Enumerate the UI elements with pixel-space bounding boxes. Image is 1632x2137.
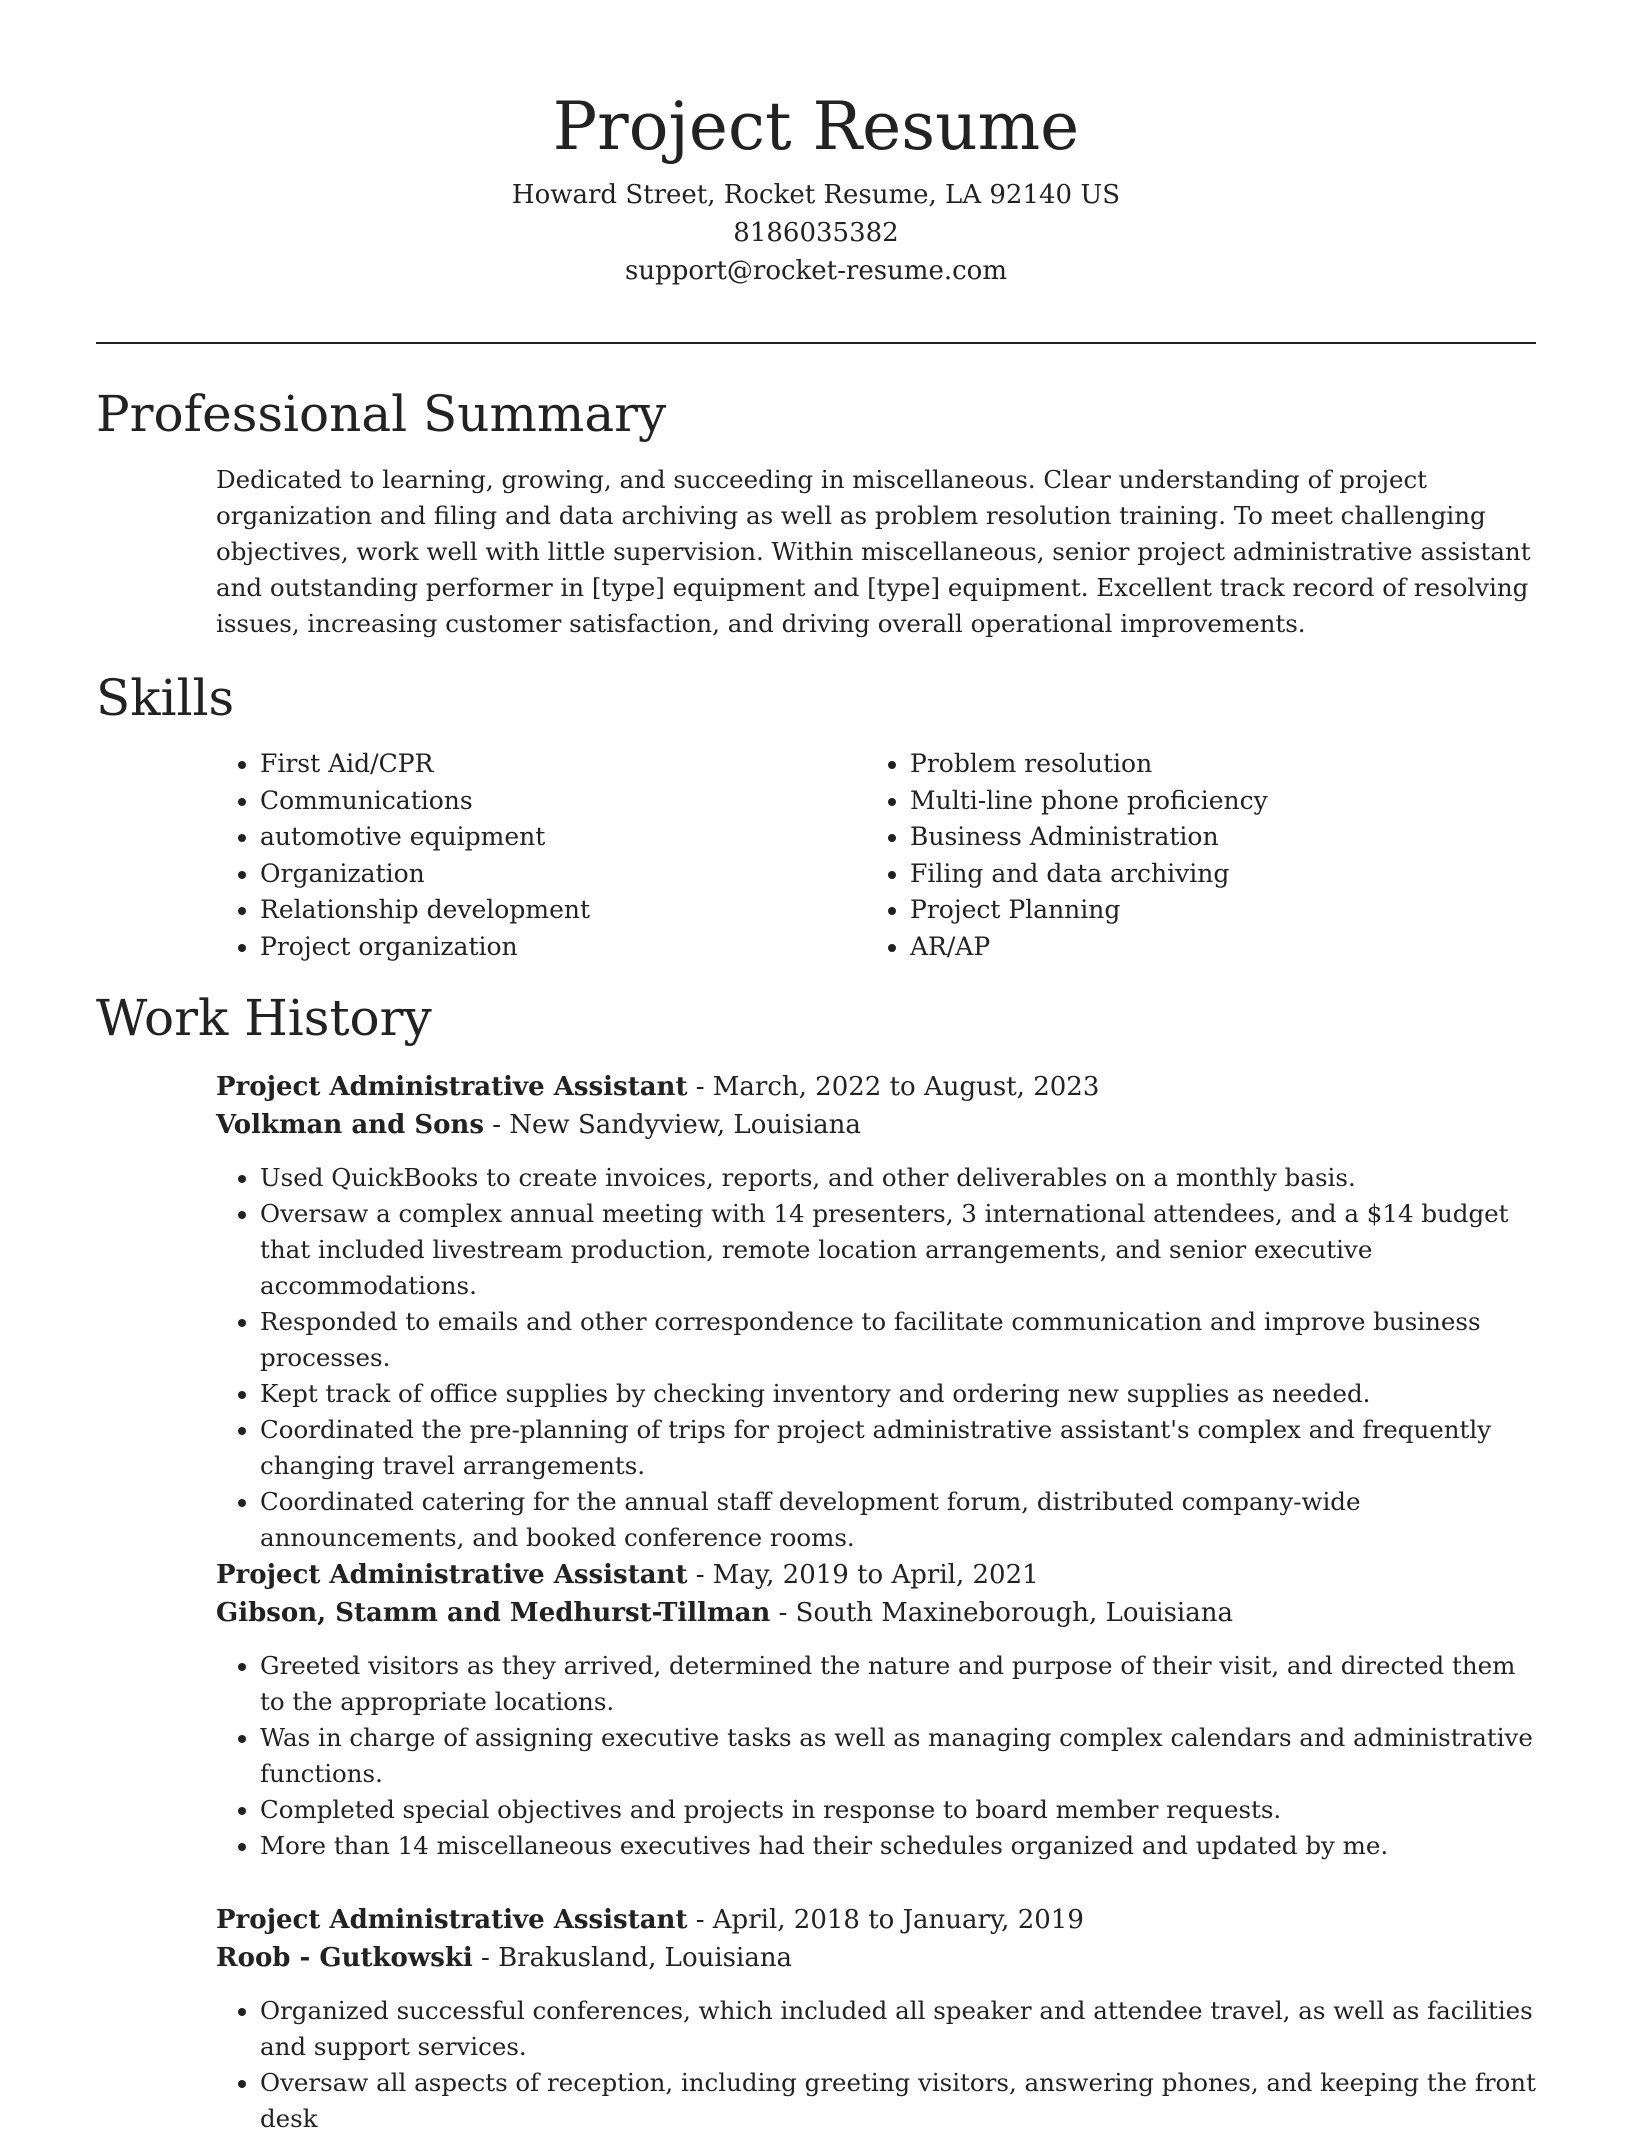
job-bullet: • More than 14 miscellaneous executives had their schedules organized and updated by me. [260,1828,1546,1864]
contact-phone: 8186035382 [733,218,899,248]
job-bullet: • Oversaw a complex annual meeting with 14 presenters, 3 international attendees, and a $14 budget that included livestream production, remote location arrangements, and senior executive accommodations. [260,1196,1546,1304]
job-role: Project Administrative Assistant [216,1560,688,1590]
skill-item: • Project Planning [910,892,1516,929]
skill-item: • Problem resolution [910,746,1516,783]
job-location: - New Sandyview, Louisiana [483,1110,861,1140]
job-bullet: • Responded to emails and other correspondence to facilitate communication and improve business processes. [260,1304,1546,1376]
job-company: Gibson, Stamm and Medhurst-Tillman [216,1598,771,1628]
skills-list [216,746,1546,965]
job-role: Project Administrative Assistant [216,1905,688,1935]
skills-column-right [866,746,1516,965]
job-bullets [216,1648,1546,1864]
job-entry [216,1901,1546,2137]
skill-item: • automotive equipment [260,819,866,856]
job-company: Volkman and Sons [216,1110,484,1140]
section-title-skills: Skills [96,669,235,727]
skill-item: • Communications [260,783,866,820]
job-bullet: • Kept track of office supplies by checking inventory and ordering new supplies as needed. [260,1376,1546,1412]
job-dates: - April, 2018 to January, 2019 [687,1905,1084,1935]
section-title-work-history: Work History [96,989,432,1047]
job-company-line [216,1594,1546,1632]
contact-block [0,176,1632,290]
summary-text: Dedicated to learning, growing, and succeeding in miscellaneous. Clear understanding of project organization and filing and data archiving as well as problem resolution training. To meet challenging objectives, work well with little supervision. Within miscellaneous, senior project administrative assistant and outstanding performer in [type] equipment and [type] equipment. Excellent track record of resolving issues, increasing customer satisfaction, and driving overall operational improvements. [216,465,1531,638]
job-company-line [216,1939,1546,1977]
skill-item: • Business Administration [910,819,1516,856]
job-company-line [216,1106,1546,1144]
skill-item: • Filing and data archiving [910,856,1516,893]
job-dates: - May, 2019 to April, 2021 [687,1560,1039,1590]
job-dates: - March, 2022 to August, 2023 [687,1072,1100,1102]
job-bullet: • Oversaw all aspects of reception, including greeting visitors, answering phones, and keeping the front desk [260,2065,1546,2137]
job-bullets [216,1160,1546,1556]
skill-item: • First Aid/CPR [260,746,866,783]
job-location: - Brakusland, Louisiana [472,1943,793,1973]
job-bullet: • Organized successful conferences, which included all speaker and attendee travel, as well as facilities and support services. [260,1993,1546,2065]
job-role: Project Administrative Assistant [216,1072,688,1102]
job-bullet: • Coordinated the pre-planning of trips for project administrative assistant's complex and frequently changing travel arrangements. [260,1412,1546,1484]
resume-header [0,82,1632,290]
job-bullet: • Used QuickBooks to create invoices, reports, and other deliverables on a monthly basis. [260,1160,1546,1196]
skill-item: • Multi-line phone proficiency [910,783,1516,820]
header-divider [96,342,1536,344]
job-title-line [216,1068,1546,1106]
job-title-line [216,1901,1546,1939]
skill-item: • Relationship development [260,892,866,929]
job-bullet: • Completed special objectives and projects in response to board member requests. [260,1792,1546,1828]
job-location: - South Maxineborough, Louisiana [770,1598,1233,1628]
job-bullet: • Coordinated catering for the annual staff development forum, distributed company-wide announcements, and booked conference rooms. [260,1484,1546,1556]
job-entry [216,1068,1546,1556]
job-company: Roob - Gutkowski [216,1943,473,1973]
contact-address: Howard Street, Rocket Resume, LA 92140 US [511,180,1121,210]
skills-column-left [216,746,866,965]
job-bullet: • Was in charge of assigning executive tasks as well as managing complex calendars and administrative functions. [260,1720,1546,1792]
section-title-summary: Professional Summary [96,385,667,443]
skill-item: • Project organization [260,929,866,966]
job-bullet: • Greeted visitors as they arrived, determined the nature and purpose of their visit, and directed them to the appropriate locations. [260,1648,1546,1720]
skill-item: • AR/AP [910,929,1516,966]
contact-email: support@rocket-resume.com [624,256,1007,286]
resume-name: Project Resume [552,88,1080,165]
job-bullets [216,1993,1546,2137]
skill-item: • Organization [260,856,866,893]
job-entry [216,1556,1546,1864]
job-title-line [216,1556,1546,1594]
